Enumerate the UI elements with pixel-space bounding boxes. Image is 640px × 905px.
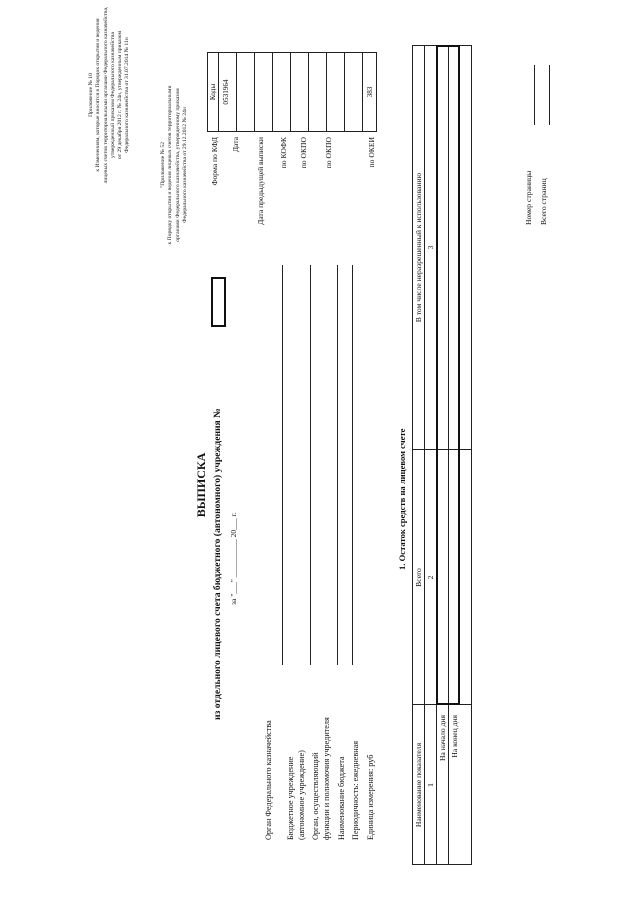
document-subtitle: из отдельного лицевого счета бюджетного (автономного) учреждения № [212,408,223,720]
appendix-10-title: Приложение № 10 [88,73,94,117]
col-number-1: 1 [426,783,435,787]
appendix-10-line: к Изменениям, которые вносятся в Порядок открытия и ведения [95,18,102,172]
codes-header: Коды [209,83,217,101]
field-budget: Наименование бюджета [337,756,346,840]
col-header-restricted: В том числе неразрешенный к использованию [414,172,423,323]
appendix-52-title: "Приложение № 52 [160,141,166,189]
account-number-box [211,277,226,327]
row-start-of-day: На начало дня [438,715,447,762]
total-pages-label: Всего страниц [539,178,548,225]
field-founder: Орган, осуществляющий [311,752,320,840]
code-label-okpo-2: по ОКПО [324,137,333,169]
appendix-52-line: органами Федерального казначейства, утвержденному приказом [174,88,181,242]
col-number-2: 2 [426,575,435,580]
col-header-indicator: Наименование показателя [414,742,423,828]
appendix-52-block [160,65,189,265]
appendix-52-line: к Порядку открытия и ведения лицевых счетов территориальными [167,85,174,245]
code-label-kfd: Форма по КФД [210,137,219,186]
code-label-prev-date: Дата предыдущей выписки [256,137,265,225]
field-institution: Бюджетное учреждение [286,756,295,840]
appendix-10-block [88,0,132,190]
code-value-okei: 383 [366,86,374,98]
field-periodicity: Периодичность: ежедневная [351,740,360,840]
field-institution-note: (автономное учреждение) [297,750,306,840]
code-label-date: Дата [231,137,240,153]
code-value-kfd: 0531964 [222,79,230,105]
col-header-total: Всего [414,568,423,587]
balance-values-outline [436,45,460,705]
section-1-title: 1. Остаток средств на лицевом счете [397,428,407,570]
page-number-label: Номер страницы [524,170,533,225]
code-label-okei: по ОКЕИ [367,137,376,168]
appendix-10-line: утвержденный приказом Федерального казначейства [109,32,116,158]
appendix-10-line: от 29 декабря 2012 г. № 24н, утвержденным приказом [117,30,124,160]
appendix-52-line: Федерального казначейства от 29.12.2012 № 24н [181,107,188,223]
statement-date: за "___" __________ 20___ г. [229,512,238,605]
appendix-10-line: Федерального казначейства от 31.07.2014 № 11н [124,37,131,153]
field-founder-note: функции и полномочия учредителя [322,717,331,840]
field-unit: Единица измерения: руб [366,754,375,840]
document-title: ВЫПИСКА [194,452,208,518]
codes-table [207,52,377,132]
col-number-3: 3 [426,245,435,250]
code-label-kofk: по КОФК [279,137,288,169]
code-label-okpo-1: по ОКПО [299,137,308,169]
row-end-of-day: На конец дня [450,715,459,758]
field-organ-fk: Орган Федерального казначейства [264,720,273,840]
appendix-10-line: лицевых счетов территориальными органами Федерального казначейства, [102,6,109,184]
